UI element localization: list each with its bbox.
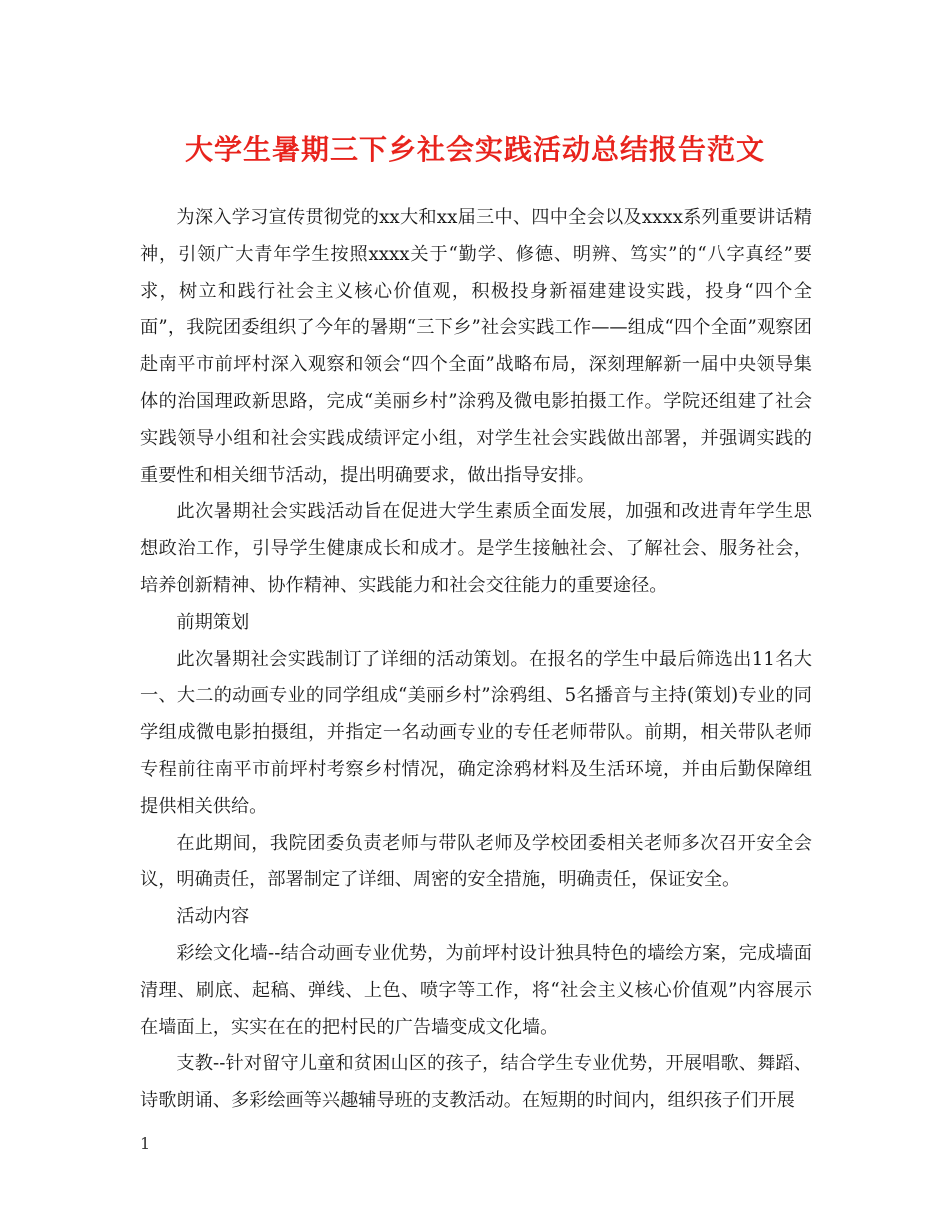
paragraph: 此次暑期社会实践制订了详细的活动策划。在报名的学生中最后筛选出11名大一、大二的动画专业的同学组成“美丽乡村”涂鸦组、5名播音与主持(策划)专业的同学组成微电影拍摄组，并指定一名动画专业的专任老师带队。前期，相关带队老师专程前往南平市前坪村考察乡村情况，确定涂鸦材料及生活环境，并由后勤保障组提供相关供给。 [140,648,812,817]
document-title: 大学生暑期三下乡社会实践活动总结报告范文 [184,133,765,166]
document-body [140,200,812,1120]
paragraph: 在此期间，我院团委负责老师与带队老师及学校团委相关老师多次召开安全会议，明确责任，部署制定了详细、周密的安全措施，明确责任，保证安全。 [140,832,812,891]
paragraph: 彩绘文化墙--结合动画专业优势，为前坪村设计独具特色的墙绘方案，完成墙面清理、刷底、起稿、弹线、上色、喷字等工作，将“社会主义核心价值观”内容展示在墙面上，实实在在的把村民的广告墙变成文化墙。 [140,942,812,1038]
paragraph: 为深入学习宣传贯彻党的xx大和xx届三中、四中全会以及xxxx系列重要讲话精神，引领广大青年学生按照xxxx关于“勤学、修德、明辨、笃实”的“八字真经”要求，树立和践行社会主义核心价值观，积极投身新福建建设实践，投身“四个全面”，我院团委组织了今年的暑期“三下乡”社会实践工作——组成“四个全面”观察团赴南平市前坪村深入观察和领会“四个全面”战略布局，深刻理解新一届中央领导集体的治国理政新思路，完成“美丽乡村”涂鸦及微电影拍摄工作。学院还组建了社会实践领导小组和社会实践成绩评定小组，对学生社会实践做出部署，并强调实践的重要性和相关细节活动，提出明确要求，做出指导安排。 [140,207,812,486]
page-number: 1 [140,1134,151,1153]
paragraph: 支教--针对留守儿童和贫困山区的孩子，结合学生专业优势，开展唱歌、舞蹈、诗歌朗诵、多彩绘画等兴趣辅导班的支教活动。在短期的时间内，组织孩子们开展 [140,1053,812,1112]
paragraph: 此次暑期社会实践活动旨在促进大学生素质全面发展，加强和改进青年学生思想政治工作，引导学生健康成长和成才。是学生接触社会、了解社会、服务社会，培养创新精神、协作精神、实践能力和社会交往能力的重要途径。 [140,501,812,596]
section-heading-planning: 前期策划 [176,611,250,633]
section-heading-activities: 活动内容 [176,906,250,928]
